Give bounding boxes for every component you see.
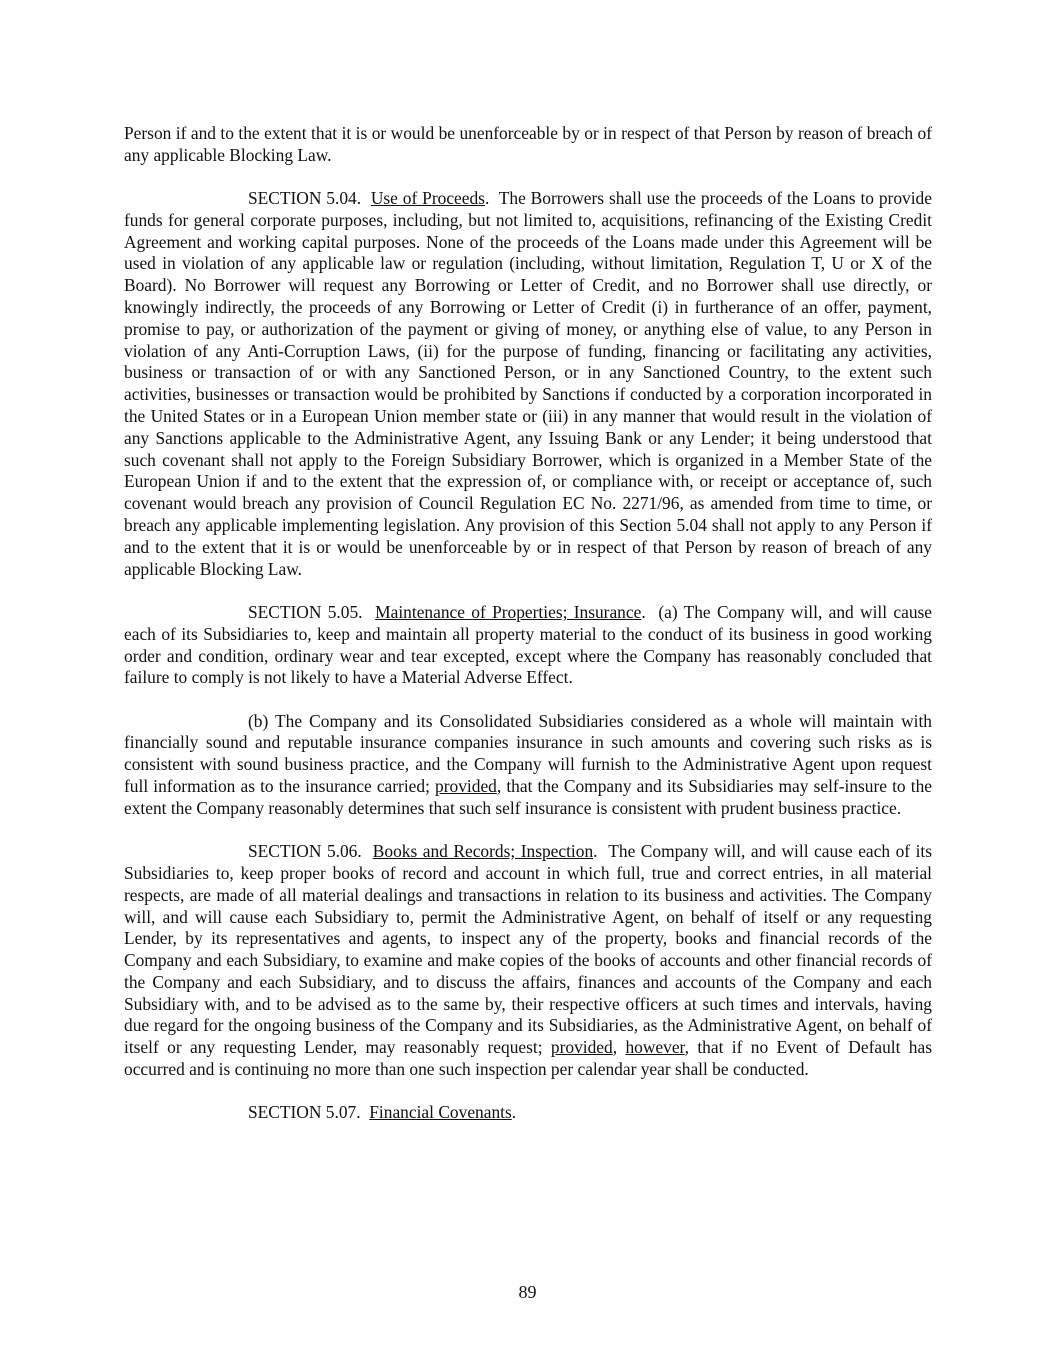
section-5-04-number: SECTION 5.04. bbox=[248, 188, 362, 209]
section-5-05-heading-punct: . bbox=[641, 601, 646, 622]
page-number: 89 bbox=[518, 1282, 537, 1302]
section-5-07-heading: Financial Covenants bbox=[369, 1102, 512, 1123]
section-5-05-paragraph bbox=[124, 602, 932, 689]
section-5-04-paragraph bbox=[124, 188, 932, 580]
section-5-06-number: SECTION 5.06. bbox=[248, 841, 362, 862]
section-5-06-comma: , bbox=[612, 1037, 626, 1058]
section-5-05-b-paragraph bbox=[124, 711, 932, 820]
section-5-06-provided: provided bbox=[550, 1037, 613, 1058]
section-5-06-however: however bbox=[625, 1037, 685, 1058]
section-5-05-number: SECTION 5.05. bbox=[248, 601, 363, 622]
section-5-07-paragraph bbox=[124, 1102, 932, 1124]
section-5-05-b-provided: provided bbox=[435, 776, 497, 797]
section-5-04-heading: Use of Proceeds bbox=[370, 188, 485, 209]
section-5-06-body-before: The Company will, and will cause each of its Subsidiaries to, keep proper books of record and account in which full, true and correct entries, in all material respects, are made of all material dealings and transactions in relation to its business and activities. The Company will, and will cause each Subsidiary to, permit the Administrative Agent, on behalf of itself or any requesting Lender, by its representatives and agents, to inspect any of the property, books and financial records of the Company and each Subsidiary, to examine and make copies of the books of accounts and other financial records of the Company and each Subsidiary, and to discuss the affairs, finances and accounts of the Company and each Subsidiary with, and to be advised as to the same by, their respective officers at such times and intervals, having due regard for the ongoing business of the Company and its Subsidiaries, as the Administrative Agent, on behalf of itself or any requesting Lender, may reasonably request; bbox=[124, 841, 933, 1058]
section-5-06-heading: Books and Records; Inspection bbox=[372, 841, 594, 862]
section-5-04-body: The Borrowers shall use the proceeds of the Loans to provide funds for general corporate purposes, including, but not limited to, acquisitions, refinancing of the Existing Credit Agreement and working capital purposes. None of the proceeds of the Loans made under this Agreement will be used in violation of any applicable law or regulation (including, without limitation, Regulation T, U or X of the Board). No Borrower will request any Borrowing or Letter of Credit, and no Borrower shall use directly, or knowingly indirectly, the proceeds of any Borrowing or Letter of Credit (i) in furtherance of an offer, payment, promise to pay, or authorization of the payment or giving of money, or anything else of value, to any Person in violation of any Anti-Corruption Laws, (ii) for the purpose of funding, financing or facilitating any activities, business or transaction of or with any Sanctioned Person, or in any Sanctioned Country, to the extent such activities, businesses or transaction would be prohibited by Sanctions if conducted by a corporation incorporated in the United States or in a European Union member state or (iii) in any manner that would result in the violation of any Sanctions applicable to the Administrative Agent, any Issuing Bank or any Lender; it being understood that such covenant shall not apply to the Foreign Subsidiary Borrower, which is organized in a Member State of the European Union if and to the extent that the expression of, or compliance with, or receipt or acceptance of, such covenant would breach any provision of Council Regulation EC No. 2271/96, as amended from time to time, or breach any applicable implementing legislation. Any provision of this Section 5.04 shall not apply to any Person if and to the extent that it is or would be unenforceable by or in respect of that Person by reason of breach of any applicable Blocking Law. bbox=[124, 188, 932, 579]
section-5-07-number: SECTION 5.07. bbox=[248, 1102, 361, 1123]
document-page bbox=[124, 123, 932, 1146]
section-5-04-heading-punct: . bbox=[484, 188, 490, 209]
section-5-07-heading-punct: . bbox=[511, 1102, 517, 1123]
continuation-paragraph: Person if and to the extent that it is or would be unenforceable by or in respect of that Person by reason of breach of any applicable Blocking Law. bbox=[124, 123, 932, 165]
section-5-05-heading: Maintenance of Properties; Insurance bbox=[375, 601, 642, 622]
section-5-05-b-text-before: (b) The Company and its Consolidated Subsidiaries considered as a whole will maintain with financially sound and reputable insurance companies insurance in such amounts and covering such risks as is consistent with sound business practice, and the Company will furnish to the Administrative Agent upon request full information as to the insurance carried; bbox=[124, 710, 932, 797]
section-5-06-heading-punct: . bbox=[593, 841, 598, 862]
section-5-06-paragraph bbox=[124, 841, 932, 1081]
section-5-06-body-after: , that if no Event of Default has occurred and is continuing no more than one such inspection per calendar year shall be conducted. bbox=[124, 1037, 932, 1080]
section-5-05-body-a: (a) The Company will, and will cause each of its Subsidiaries to, keep and maintain all property material to the conduct of its business in good working order and condition, ordinary wear and tear excepted, except where the Company has reasonably concluded that failure to comply is not likely to have a Material Adverse Effect. bbox=[124, 601, 933, 688]
section-5-05-b-text-after: , that the Company and its Subsidiaries may self-insure to the extent the Company reasonably determines that such self insurance is consistent with prudent business practice. bbox=[124, 776, 932, 818]
